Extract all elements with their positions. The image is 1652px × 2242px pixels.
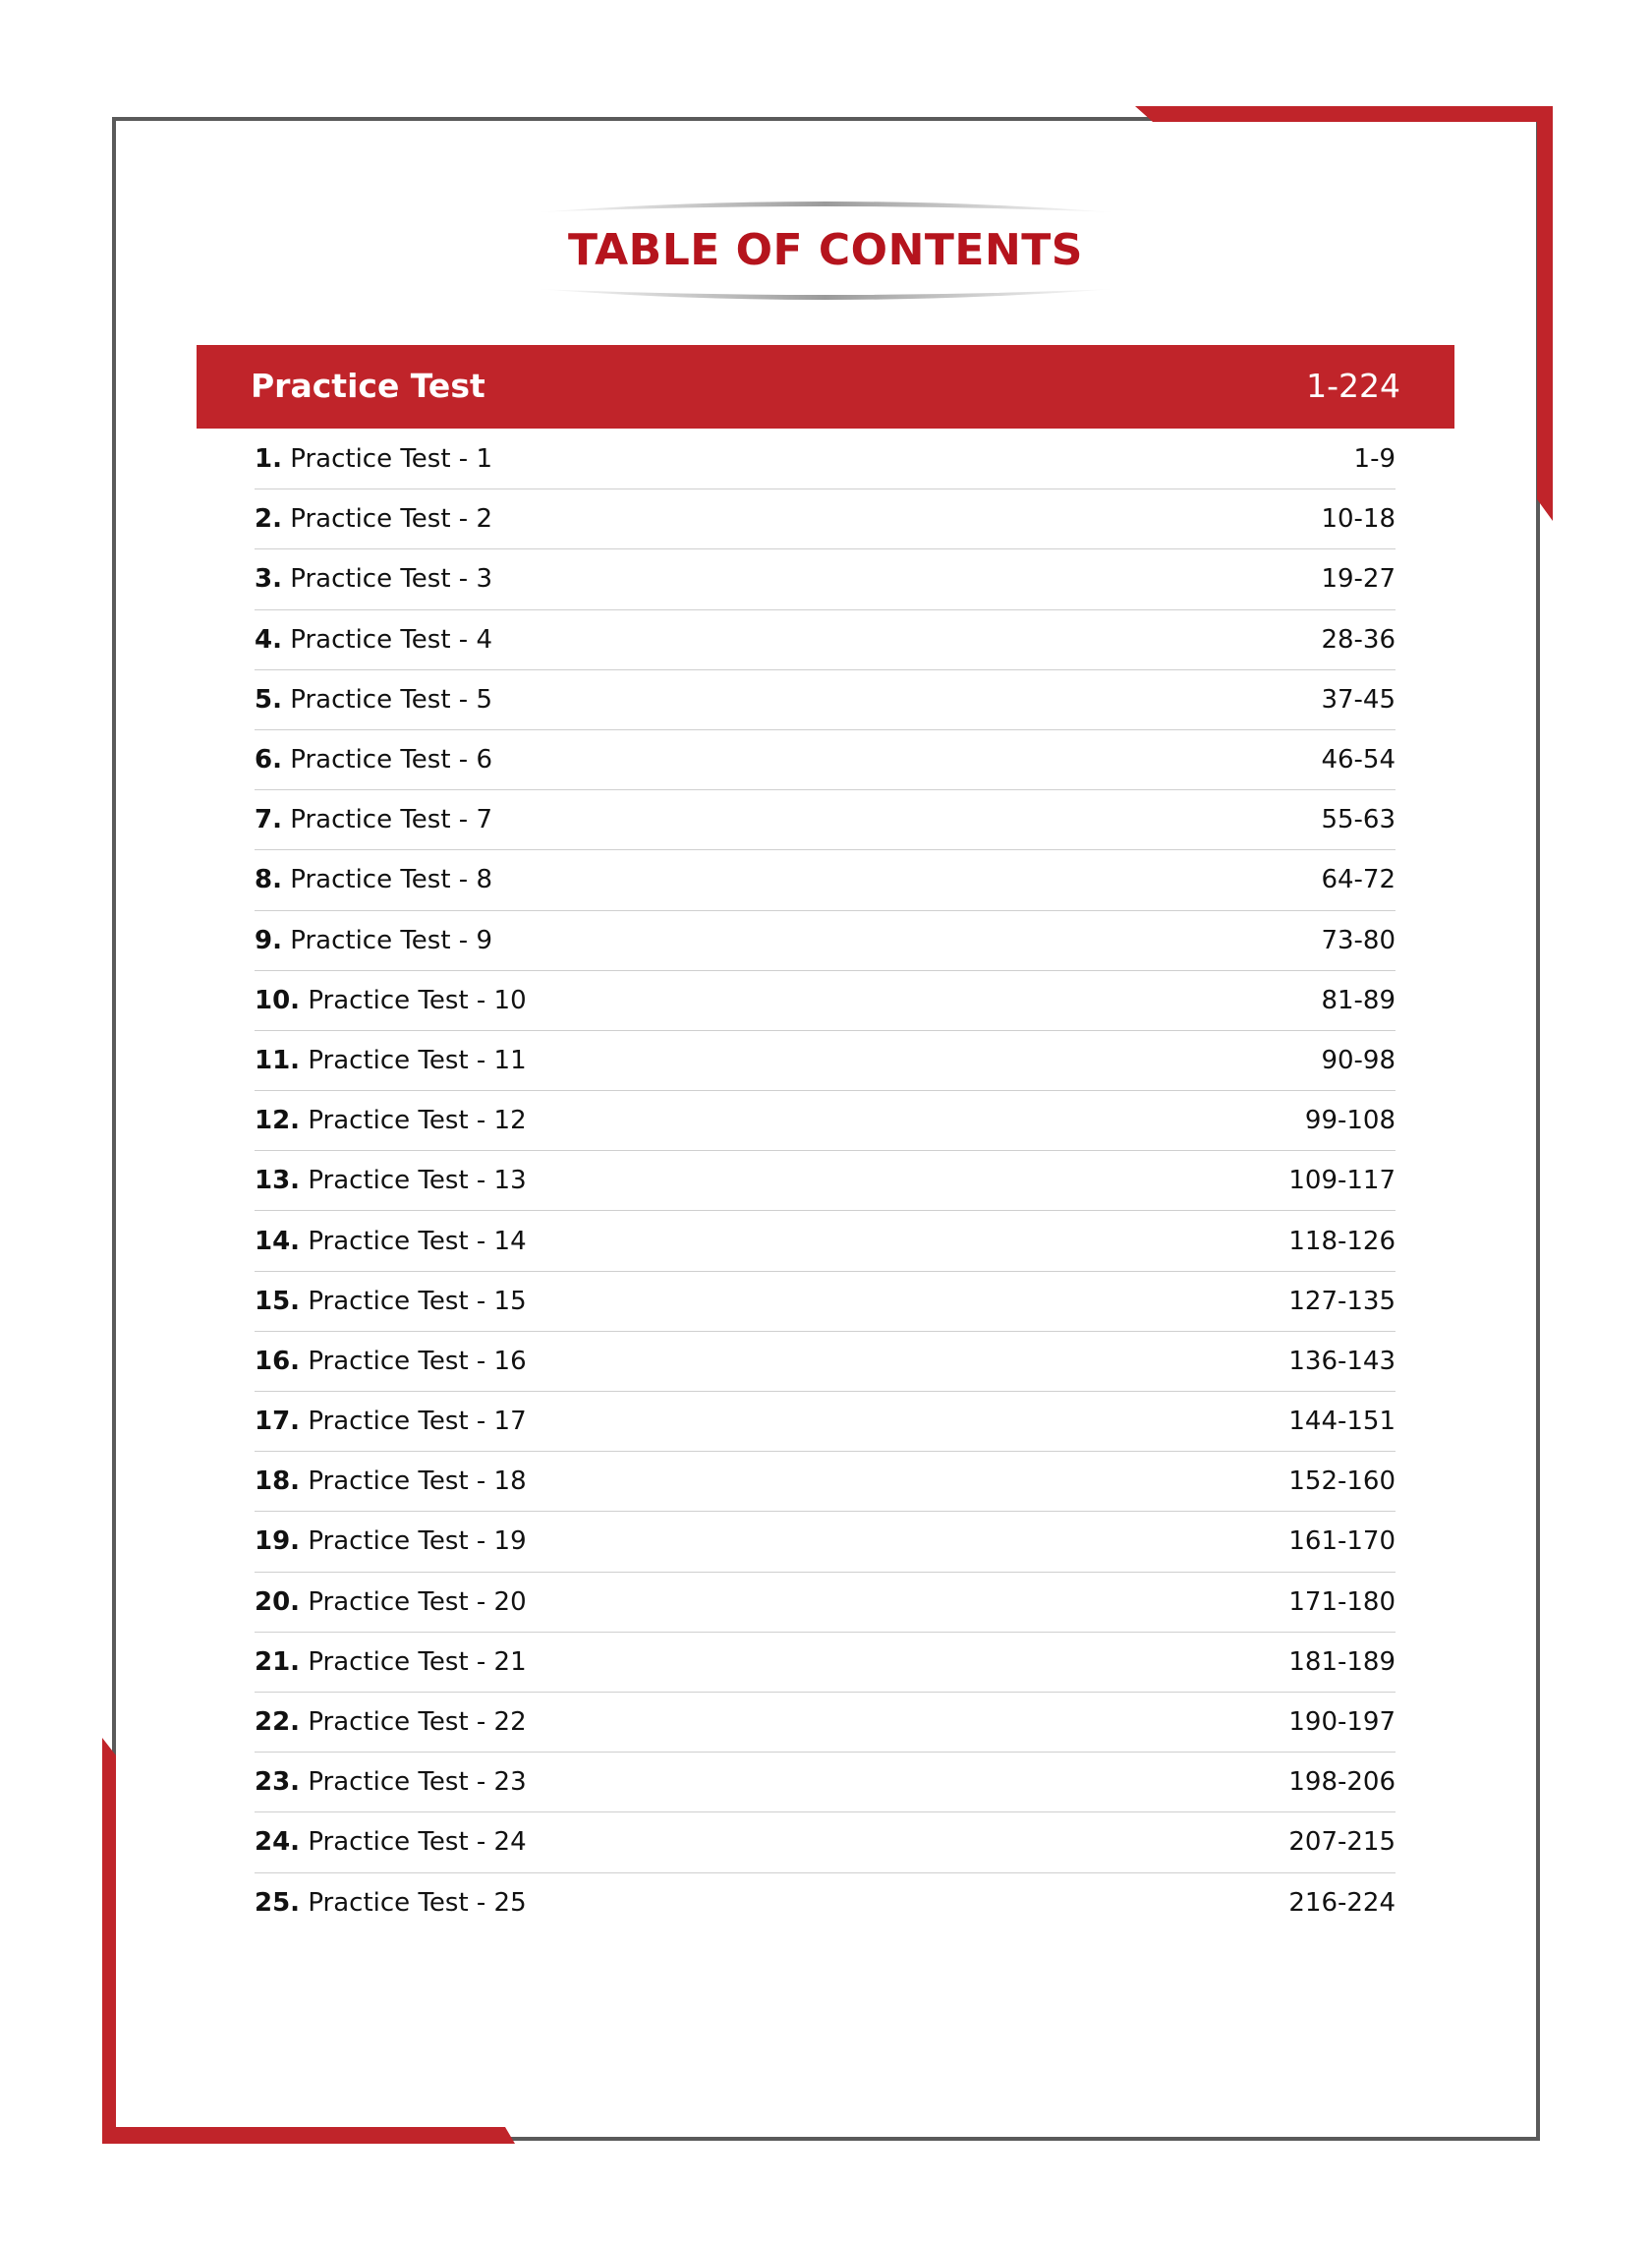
toc-entry[interactable] — [255, 1633, 1396, 1693]
toc-entry-pages: 37-45 — [1321, 684, 1396, 715]
toc-entry-number: 16. — [255, 1346, 301, 1376]
toc-entry-number: 21. — [255, 1646, 301, 1677]
toc-entry-label: Practice Test - 3 — [290, 564, 492, 595]
toc-entry[interactable] — [255, 1031, 1396, 1091]
toc-entry[interactable] — [255, 430, 1396, 489]
toc-entry[interactable] — [255, 1091, 1396, 1151]
toc-entry-pages: 81-89 — [1321, 985, 1396, 1015]
toc-entry-pages: 73-80 — [1321, 925, 1396, 955]
section-title: Practice Test — [251, 367, 485, 405]
toc-entry-number: 23. — [255, 1767, 301, 1798]
toc-entry-label: Practice Test - 10 — [308, 985, 527, 1015]
toc-entry-label: Practice Test - 20 — [308, 1586, 527, 1617]
toc-entry-label: Practice Test - 14 — [308, 1226, 527, 1256]
title-top-swoosh — [536, 197, 1115, 214]
toc-entry-label: Practice Test - 19 — [308, 1526, 527, 1557]
toc-entry[interactable] — [255, 1332, 1396, 1392]
toc-entry-number: 9. — [255, 925, 282, 955]
toc-entry[interactable] — [255, 971, 1396, 1031]
toc-entry-label: Practice Test - 6 — [290, 745, 492, 776]
toc-entry-label: Practice Test - 7 — [290, 805, 492, 835]
toc-entry-number: 13. — [255, 1166, 301, 1196]
toc-entry-label: Practice Test - 4 — [290, 624, 492, 655]
toc-entry-pages: 90-98 — [1321, 1045, 1396, 1075]
toc-entry-pages: 19-27 — [1321, 564, 1396, 595]
toc-entry-number: 4. — [255, 624, 282, 655]
toc-entry-pages: 10-18 — [1321, 504, 1396, 535]
toc-entry-label: Practice Test - 8 — [290, 865, 492, 895]
toc-entry-label: Practice Test - 13 — [308, 1166, 527, 1196]
toc-entry-number: 2. — [255, 504, 282, 535]
toc-entry-number: 14. — [255, 1226, 301, 1256]
toc-entry[interactable] — [255, 1753, 1396, 1812]
toc-entry[interactable] — [255, 1272, 1396, 1332]
toc-entry-label: Practice Test - 16 — [308, 1346, 527, 1376]
toc-list — [255, 430, 1396, 1933]
section-header — [197, 345, 1454, 429]
toc-entry-number: 3. — [255, 564, 282, 595]
toc-entry-number: 18. — [255, 1466, 301, 1497]
toc-entry-label: Practice Test - 1 — [290, 444, 492, 475]
toc-entry[interactable] — [255, 1452, 1396, 1512]
toc-entry-number: 15. — [255, 1286, 301, 1316]
toc-entry-label: Practice Test - 5 — [290, 684, 492, 715]
toc-entry-pages: 216-224 — [1288, 1888, 1396, 1919]
toc-entry[interactable] — [255, 730, 1396, 790]
toc-entry[interactable] — [255, 1392, 1396, 1452]
toc-entry-pages: 171-180 — [1288, 1586, 1396, 1617]
toc-entry-number: 10. — [255, 985, 301, 1015]
toc-entry-pages: 118-126 — [1288, 1226, 1396, 1256]
toc-entry-label: Practice Test - 17 — [308, 1407, 527, 1437]
toc-entry-pages: 161-170 — [1288, 1526, 1396, 1557]
page-title: TABLE OF CONTENTS — [568, 225, 1083, 275]
toc-entry-pages: 28-36 — [1321, 624, 1396, 655]
toc-entry-label: Practice Test - 24 — [308, 1827, 527, 1858]
toc-entry-number: 7. — [255, 805, 282, 835]
toc-entry-pages: 181-189 — [1288, 1646, 1396, 1677]
toc-entry-pages: 136-143 — [1288, 1346, 1396, 1376]
toc-entry-number: 12. — [255, 1106, 301, 1136]
toc-entry-pages: 109-117 — [1288, 1166, 1396, 1196]
toc-entry-label: Practice Test - 15 — [308, 1286, 527, 1316]
toc-entry[interactable] — [255, 850, 1396, 910]
toc-entry-number: 25. — [255, 1888, 301, 1919]
toc-entry[interactable] — [255, 610, 1396, 670]
toc-entry-number: 24. — [255, 1827, 301, 1858]
toc-entry-pages: 152-160 — [1288, 1466, 1396, 1497]
section-page-range: 1-224 — [1306, 367, 1400, 405]
toc-entry-pages: 55-63 — [1321, 805, 1396, 835]
toc-entry-pages: 99-108 — [1304, 1106, 1396, 1136]
toc-entry-pages: 64-72 — [1321, 865, 1396, 895]
toc-entry-label: Practice Test - 23 — [308, 1767, 527, 1798]
title-block — [536, 197, 1115, 305]
toc-entry[interactable] — [255, 670, 1396, 730]
toc-entry-pages: 127-135 — [1288, 1286, 1396, 1316]
toc-entry-pages: 144-151 — [1288, 1407, 1396, 1437]
toc-entry-label: Practice Test - 18 — [308, 1466, 527, 1497]
toc-entry-pages: 198-206 — [1288, 1767, 1396, 1798]
toc-entry[interactable] — [255, 1211, 1396, 1271]
toc-entry-pages: 207-215 — [1288, 1827, 1396, 1858]
toc-entry-number: 20. — [255, 1586, 301, 1617]
toc-entry[interactable] — [255, 790, 1396, 850]
toc-entry[interactable] — [255, 1573, 1396, 1633]
toc-entry-pages: 190-197 — [1288, 1707, 1396, 1738]
toc-entry-pages: 46-54 — [1321, 745, 1396, 776]
toc-entry-number: 11. — [255, 1045, 301, 1075]
toc-entry-number: 22. — [255, 1707, 301, 1738]
toc-entry-pages: 1-9 — [1353, 444, 1396, 475]
toc-entry-label: Practice Test - 9 — [290, 925, 492, 955]
toc-entry-label: Practice Test - 21 — [308, 1646, 527, 1677]
toc-entry-label: Practice Test - 2 — [290, 504, 492, 535]
toc-entry-label: Practice Test - 12 — [308, 1106, 527, 1136]
toc-entry[interactable] — [255, 1873, 1396, 1933]
toc-entry[interactable] — [255, 1512, 1396, 1572]
toc-entry[interactable] — [255, 549, 1396, 609]
title-bottom-swoosh — [536, 287, 1115, 305]
toc-entry[interactable] — [255, 1151, 1396, 1211]
toc-entry-number: 1. — [255, 444, 282, 475]
toc-entry[interactable] — [255, 911, 1396, 971]
toc-entry-label: Practice Test - 11 — [308, 1045, 527, 1075]
toc-entry-number: 6. — [255, 745, 282, 776]
toc-entry-number: 5. — [255, 684, 282, 715]
toc-entry[interactable] — [255, 1812, 1396, 1872]
toc-entry-number: 8. — [255, 865, 282, 895]
toc-entry-label: Practice Test - 22 — [308, 1707, 527, 1738]
toc-entry-number: 19. — [255, 1526, 301, 1557]
toc-entry-number: 17. — [255, 1407, 301, 1437]
toc-entry[interactable] — [255, 1693, 1396, 1753]
toc-entry[interactable] — [255, 489, 1396, 549]
toc-entry-label: Practice Test - 25 — [308, 1888, 527, 1919]
